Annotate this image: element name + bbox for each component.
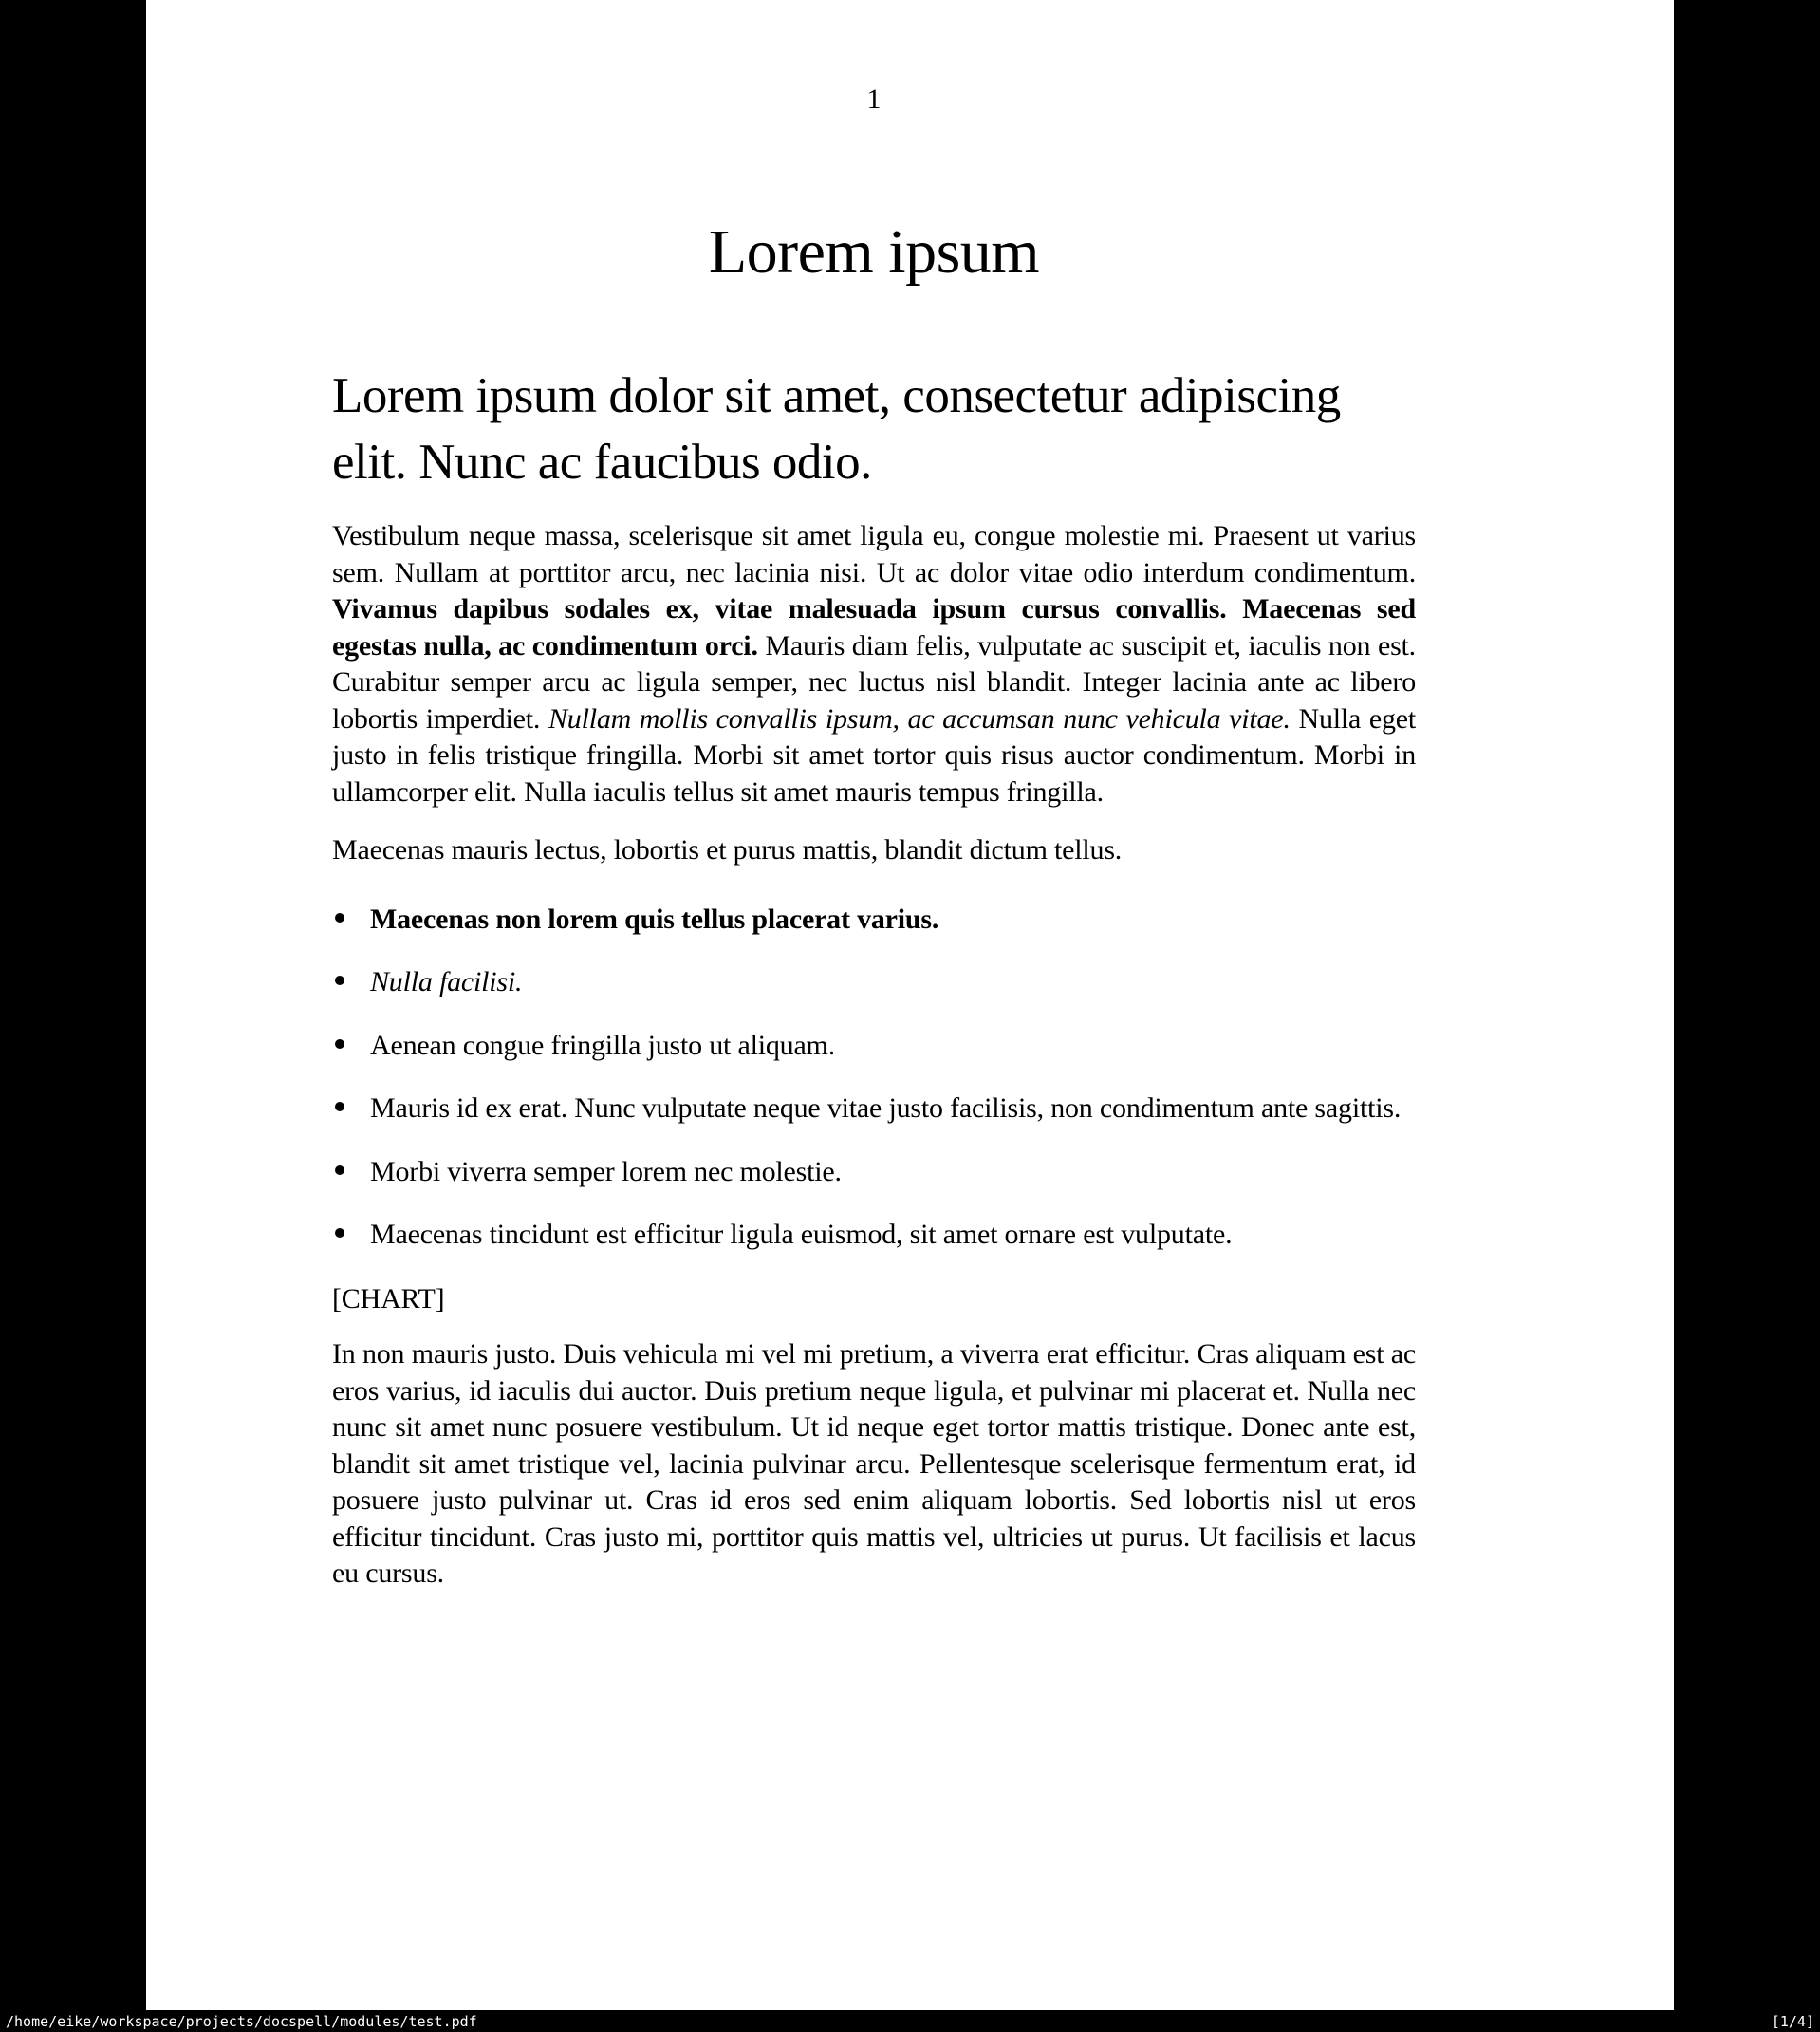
document-page[interactable]: [146, 0, 1674, 2010]
list-item-text: Maecenas non lorem quis tellus placerat varius.: [370, 903, 939, 935]
text-column: [146, 83, 1674, 1593]
paragraph-1: [332, 518, 1416, 811]
statusbar-file-path: /home/eike/workspace/projects/docspell/modules/test.pdf: [6, 2012, 477, 2030]
list-item-text: Mauris id ex erat. Nunc vulputate neque vitae justo facilisis, non condimentum ante sagittis.: [370, 1092, 1402, 1124]
list-item: [332, 964, 1416, 1001]
list-item-text: Maecenas tincidunt est efficitur ligula euismod, sit amet ornare est vulputate.: [370, 1219, 1233, 1250]
list-item: [332, 1091, 1416, 1128]
bullet-list: [332, 902, 1416, 1254]
list-item-text: Morbi viverra semper lorem nec molestie.: [370, 1155, 842, 1187]
section-heading: Lorem ipsum dolor sit amet, consectetur adipiscing elit. Nunc ac faucibus odio.: [332, 368, 1341, 490]
paragraph-1-text: Nulla eget justo in felis tristique fringilla. Morbi sit amet tortor quis risus auctor condimentum. Morbi in ullamcorper elit. Nulla iaculis tellus sit amet mauris tempus fringilla.: [332, 702, 1417, 808]
page-number: 1: [866, 84, 882, 115]
paragraph-1-text: Vestibulum neque massa, scelerisque sit amet ligula eu, congue molestie mi. Praesent ut varius sem. Nullam at porttitor arcu, nec lacinia nisi. Ut ac dolor vitae odio interdum condimentum.: [332, 520, 1416, 588]
list-item-text: Nulla facilisi.: [370, 966, 523, 997]
paragraph-3: In non mauris justo. Duis vehicula mi vel mi pretium, a viverra erat efficitur. Cras aliquam est ac eros varius, id iaculis dui auctor. Duis pretium neque ligula, et pulvinar mi placerat et. Nulla nec nunc sit amet nunc posuere vestibulum. Ut id neque eget tortor mattis tristique. Donec ante est, blandit sit amet tristique vel, lacinia pulvinar arcu. Pellentesque scelerisque fermentum erat, id posuere justo pulvinar ut. Cras id eros sed enim aliquam lobortis. Sed lobortis nisl ut eros efficitur tincidunt. Cras justo mi, porttitor quis mattis vel, ultricies ut purus. Ut facilisis et lacus eu cursus.: [332, 1338, 1416, 1589]
statusbar-page-indicator: [1/4]: [1771, 2012, 1814, 2030]
paragraph-1-italic-text: Nullam mollis convallis ipsum, ac accumsan nunc vehicula vitae.: [548, 702, 1291, 735]
chart-placeholder: [CHART]: [332, 1282, 445, 1314]
list-item: [332, 1217, 1416, 1254]
paragraph-2: Maecenas mauris lectus, lobortis et purus mattis, blandit dictum tellus.: [332, 834, 1123, 866]
paragraph-1-text: Mauris diam felis, vulputate ac suscipit et, iaculis non est. Curabitur semper arcu ac ligula semper, nec luctus nisl blandit. Integer lacinia ante ac libero lobortis imperdiet.: [332, 629, 1416, 735]
list-item-text: Aenean congue fringilla justo ut aliquam.: [370, 1029, 835, 1061]
list-item: [332, 1154, 1416, 1191]
statusbar: [0, 2010, 1820, 2032]
paragraph-1-bold-text: Vivamus dapibus sodales ex, vitae malesuada ipsum cursus convallis. Maecenas sed egestas nulla, ac condimentum orci.: [332, 593, 1416, 662]
document-title: Lorem ipsum: [708, 217, 1040, 287]
list-item: [332, 1028, 1416, 1065]
list-item: [332, 902, 1416, 939]
